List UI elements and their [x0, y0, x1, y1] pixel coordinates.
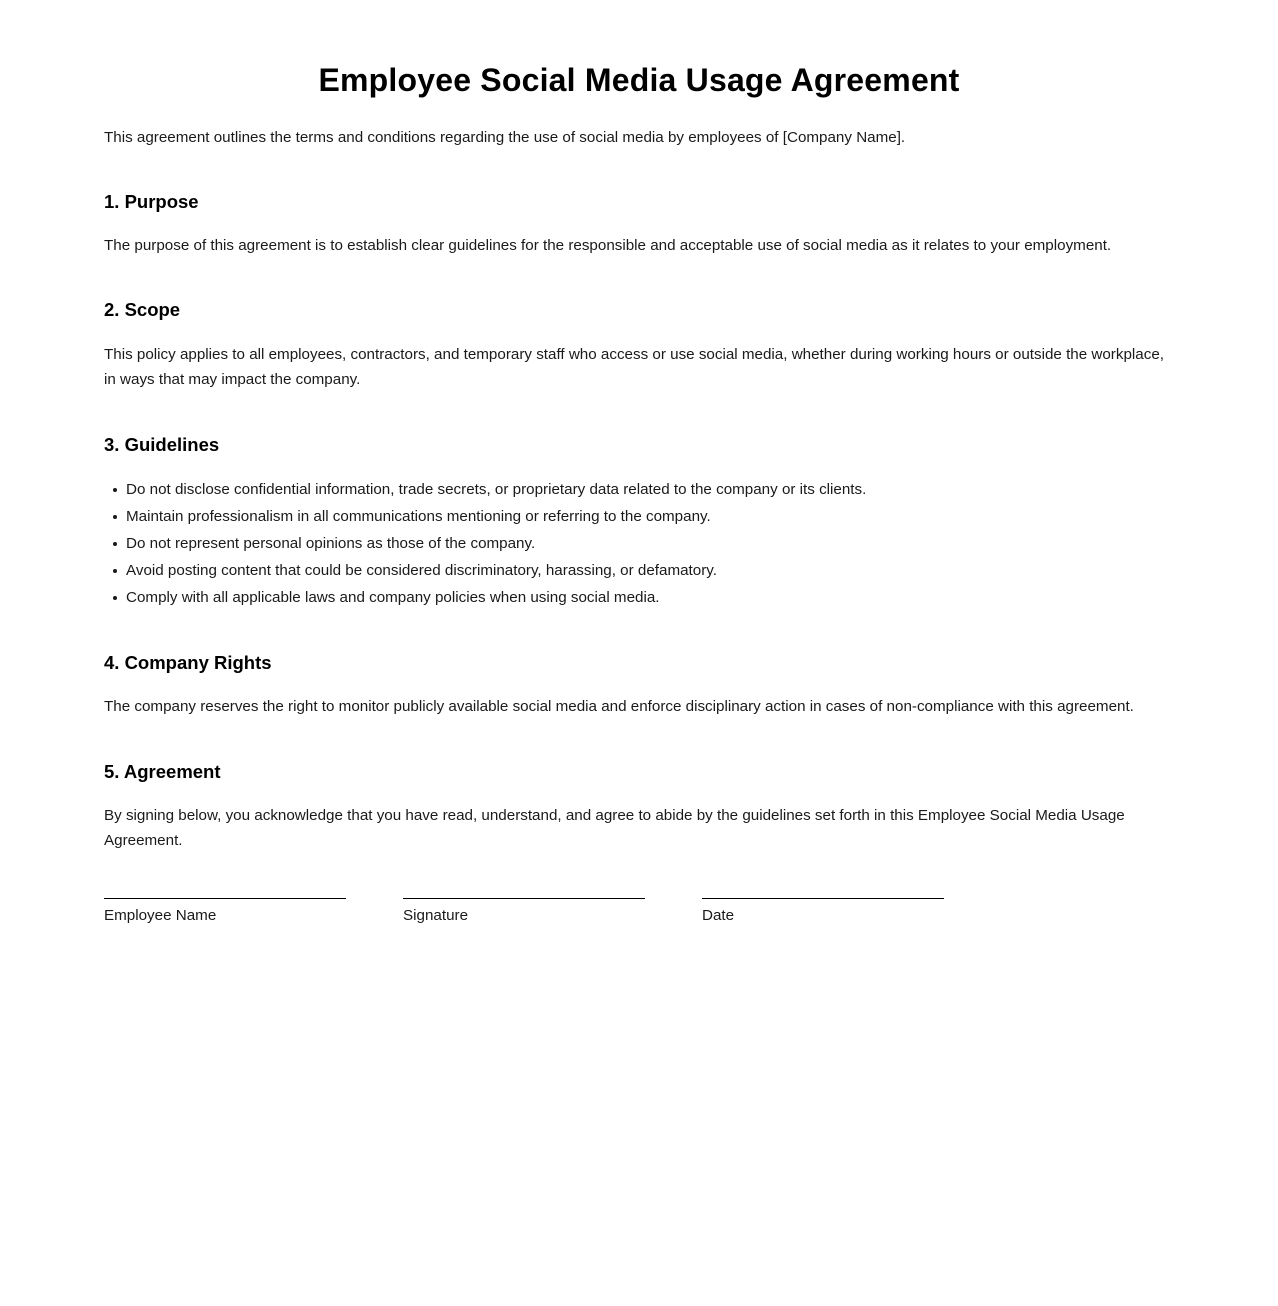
- page-title: Employee Social Media Usage Agreement: [318, 62, 960, 98]
- section-guidelines: [104, 434, 1174, 611]
- signature-rule-signature: [403, 898, 645, 899]
- section-heading-agreement: 5. Agreement: [104, 760, 221, 782]
- list-item: Do not disclose confidential information, trade secrets, or proprietary data related to the company or its clients.: [126, 476, 1174, 503]
- section-scope: [104, 299, 1174, 392]
- section-paragraph-scope: This policy applies to all employees, contractors, and temporary staff who access or use social media, whether during working hours or outside the workplace, in ways that may impact the company.: [104, 345, 1164, 389]
- list-item: Do not represent personal opinions as those of the company.: [126, 530, 1174, 557]
- signature-rule-employee-name: [104, 898, 346, 899]
- section-paragraph-agreement: By signing below, you acknowledge that you have read, understand, and agree to abide by the guidelines set forth in this Employee Social Media Usage Agreement.: [104, 806, 1125, 850]
- signature-field-signature[interactable]: [403, 898, 645, 926]
- signature-block: [104, 898, 1174, 926]
- section-paragraph-company-rights: The company reserves the right to monitor publicly available social media and enforce disciplinary action in cases of non-compliance with this agreement.: [104, 698, 1134, 716]
- intro-paragraph: This agreement outlines the terms and conditions regarding the use of social media by employees of [Company Name].: [104, 128, 906, 146]
- section-heading-purpose: 1. Purpose: [104, 190, 199, 212]
- signature-field-date[interactable]: [702, 898, 944, 926]
- section-company-rights: [104, 652, 1174, 720]
- section-purpose: [104, 191, 1174, 259]
- section-heading-scope: 2. Scope: [104, 299, 181, 321]
- list-item: Maintain professionalism in all communications mentioning or referring to the company.: [126, 503, 1174, 530]
- signature-rule-date: [702, 898, 944, 899]
- section-agreement: [104, 761, 1174, 854]
- list-item: Avoid posting content that could be considered discriminatory, harassing, or defamatory.: [126, 557, 1174, 584]
- section-heading-guidelines: 3. Guidelines: [104, 433, 220, 455]
- signature-label-signature: Signature: [403, 906, 469, 924]
- section-paragraph-purpose: The purpose of this agreement is to establish clear guidelines for the responsible and acceptable use of social media as it relates to your employment.: [104, 236, 1112, 254]
- guidelines-list: [104, 476, 1174, 611]
- section-heading-company-rights: 4. Company Rights: [104, 651, 272, 673]
- signature-field-employee-name[interactable]: [104, 898, 346, 926]
- signature-label-employee-name: Employee Name: [104, 906, 217, 924]
- list-item: Comply with all applicable laws and company policies when using social media.: [126, 584, 1174, 611]
- signature-label-date: Date: [702, 906, 735, 924]
- page-bottom-whitespace: [104, 926, 1174, 1306]
